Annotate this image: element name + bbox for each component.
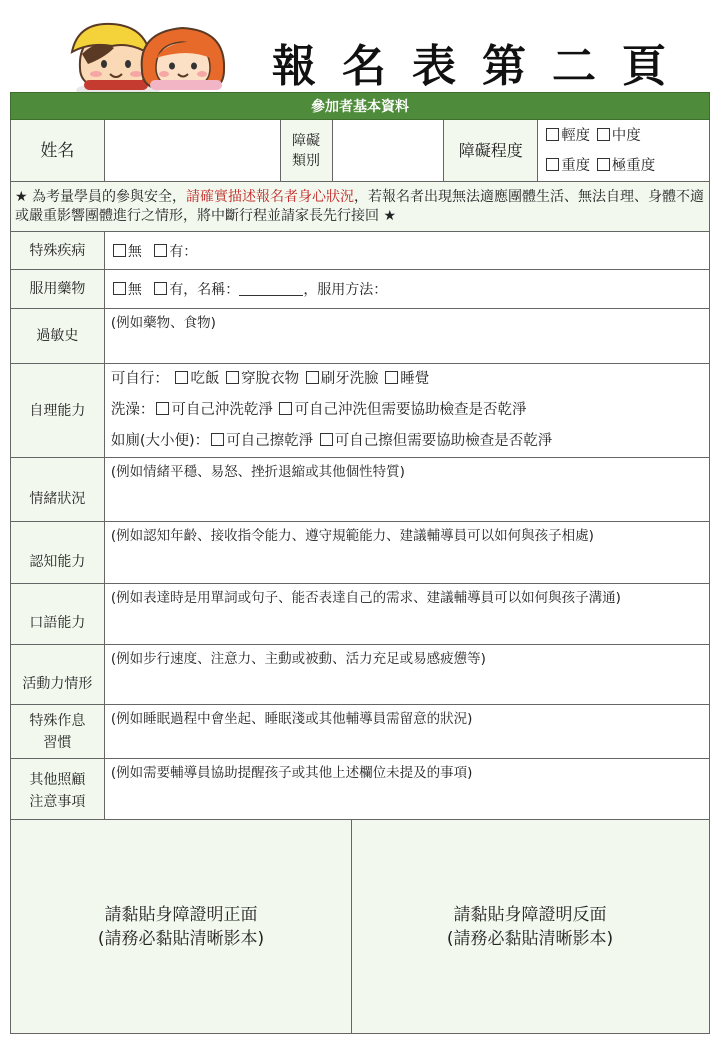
name-label: 姓名 [11,120,105,182]
degree-severe-label: 重度 [561,157,591,174]
self-care-line1-prefix: 可自行： [110,371,169,387]
disability-type-field[interactable] [332,120,444,182]
emotion-hint: (例如情緒平穩、易怒、挫折退縮或其他個性特質) [110,464,405,480]
cognition-field[interactable] [104,522,709,584]
other-label-line1: 其他照顧 [29,771,86,788]
medicine-no-label: 無 [127,282,142,298]
self-care-line3-prefix: 如廁(大小便)： [110,433,210,449]
allergy-hint: (例如藥物、食物) [110,315,216,331]
other-label-line2: 注意事項 [29,793,86,810]
notice-text-1: ★ 為考量學員的參與安全， [15,188,187,205]
section-banner: 參加者基本資料 [11,93,710,120]
cognition-label: 認知能力 [11,522,105,584]
certificate-front-slot[interactable] [11,820,352,1033]
safety-notice [11,182,710,232]
self-care-label: 自理能力 [11,364,105,458]
self-care-line-3 [111,426,703,457]
illness-no-label: 無 [127,243,142,260]
wash-label: 刷牙洗臉 [320,371,379,387]
disability-degree-options [538,120,710,182]
medicine-yes-checkbox[interactable] [154,282,167,295]
degree-profound-label: 極重度 [611,157,656,174]
habits-label [11,705,105,759]
habits-field[interactable] [104,705,709,759]
disability-type-label-line2: 類別 [292,152,321,169]
kids-mascot-illustration [38,18,248,92]
eat-checkbox[interactable] [175,371,188,384]
activity-label: 活動力情形 [11,645,105,705]
bath-assist-label: 可自己沖洗但需要協助檢查是否乾淨 [294,402,527,418]
habits-hint: (例如睡眠過程中會坐起、睡眠淺或其他輔導員需留意的狀況) [110,711,473,727]
participant-form [10,92,710,823]
speech-label: 口語能力 [11,584,105,645]
sleep-label: 睡覺 [400,371,430,387]
activity-hint: (例如步行速度、注意力、主動或被動、活力充足或易感疲憊等) [110,651,486,667]
certificate-attach-area [10,819,710,1034]
dress-checkbox[interactable] [226,371,239,384]
degree-mild-checkbox[interactable] [546,128,559,141]
emotion-label: 情緒狀況 [11,458,105,522]
habits-label-line1: 特殊作息 [29,712,86,729]
sleep-checkbox[interactable] [385,371,398,384]
medicine-field [104,270,709,309]
toilet-self-label: 可自己擦乾淨 [226,433,314,449]
other-field[interactable] [104,759,709,823]
toilet-assist-label: 可自己擦但需要協助檢查是否乾淨 [334,433,553,449]
bath-self-label: 可自己沖洗乾淨 [171,402,273,418]
degree-mild-label: 輕度 [561,127,591,144]
medicine-no-checkbox[interactable] [113,282,126,295]
illness-yes-label: 有： [169,243,198,260]
speech-field[interactable] [104,584,709,645]
illness-no-checkbox[interactable] [113,244,126,257]
certificate-back-note: (請務必黏貼清晰影本) [446,928,614,949]
certificate-front-note: (請務必黏貼清晰影本) [97,928,265,949]
notice-text-emphasis: 請確實描述報名者身心狀況 [186,188,355,205]
bath-self-checkbox[interactable] [156,402,169,415]
degree-profound-checkbox[interactable] [597,158,610,171]
emotion-field[interactable] [104,458,709,522]
other-hint: (例如需要輔導員協助提醒孩子或其他上述欄位未提及的事項) [110,765,473,781]
certificate-back-slot[interactable] [351,820,709,1033]
self-care-field [104,364,709,458]
certificate-back-title: 請黏貼身障證明反面 [453,904,607,925]
certificate-front-title: 請黏貼身障證明正面 [104,904,258,925]
habits-label-line2: 習慣 [43,734,72,751]
medicine-label: 服用藥物 [11,270,105,309]
toilet-assist-checkbox[interactable] [320,433,333,446]
illness-yes-checkbox[interactable] [154,244,167,257]
allergy-label: 過敏史 [11,309,105,364]
allergy-field[interactable] [104,309,709,364]
dress-label: 穿脫衣物 [241,371,300,387]
medicine-method-label: ，服用方法： [303,282,388,298]
page-header [0,0,720,92]
degree-severe-checkbox[interactable] [546,158,559,171]
medicine-name-blank[interactable] [239,281,303,296]
degree-moderate-checkbox[interactable] [597,128,610,141]
disability-degree-label: 障礙程度 [444,120,538,182]
self-care-line-2 [111,395,703,426]
illness-field [104,232,709,270]
self-care-line-1 [111,364,703,395]
medicine-yes-label: 有，名稱： [169,282,240,298]
degree-moderate-label: 中度 [611,127,641,144]
disability-type-label-line1: 障礙 [292,132,321,149]
bath-assist-checkbox[interactable] [279,402,292,415]
illness-label: 特殊疾病 [11,232,105,270]
page-title: 報名表第二頁 [272,41,692,92]
toilet-self-checkbox[interactable] [211,433,224,446]
eat-label: 吃飯 [190,371,220,387]
wash-checkbox[interactable] [306,371,319,384]
name-field[interactable] [104,120,280,182]
speech-hint: (例如表達時是用單詞或句子、能否表達自己的需求、建議輔導員可以如何與孩子溝通) [110,590,621,606]
cognition-hint: (例如認知年齡、接收指令能力、遵守規範能力、建議輔導員可以如何與孩子相處) [110,528,594,544]
other-label [11,759,105,823]
activity-field[interactable] [104,645,709,705]
notice-text-2: ，若報名者出現無法適應團體生活、無法自理、身體不適或嚴重影響團體進行之情形，將中斷行程並請家長先行接回 ★ [15,188,705,224]
self-care-line2-prefix: 洗澡： [110,402,155,418]
disability-type-label [280,120,332,182]
